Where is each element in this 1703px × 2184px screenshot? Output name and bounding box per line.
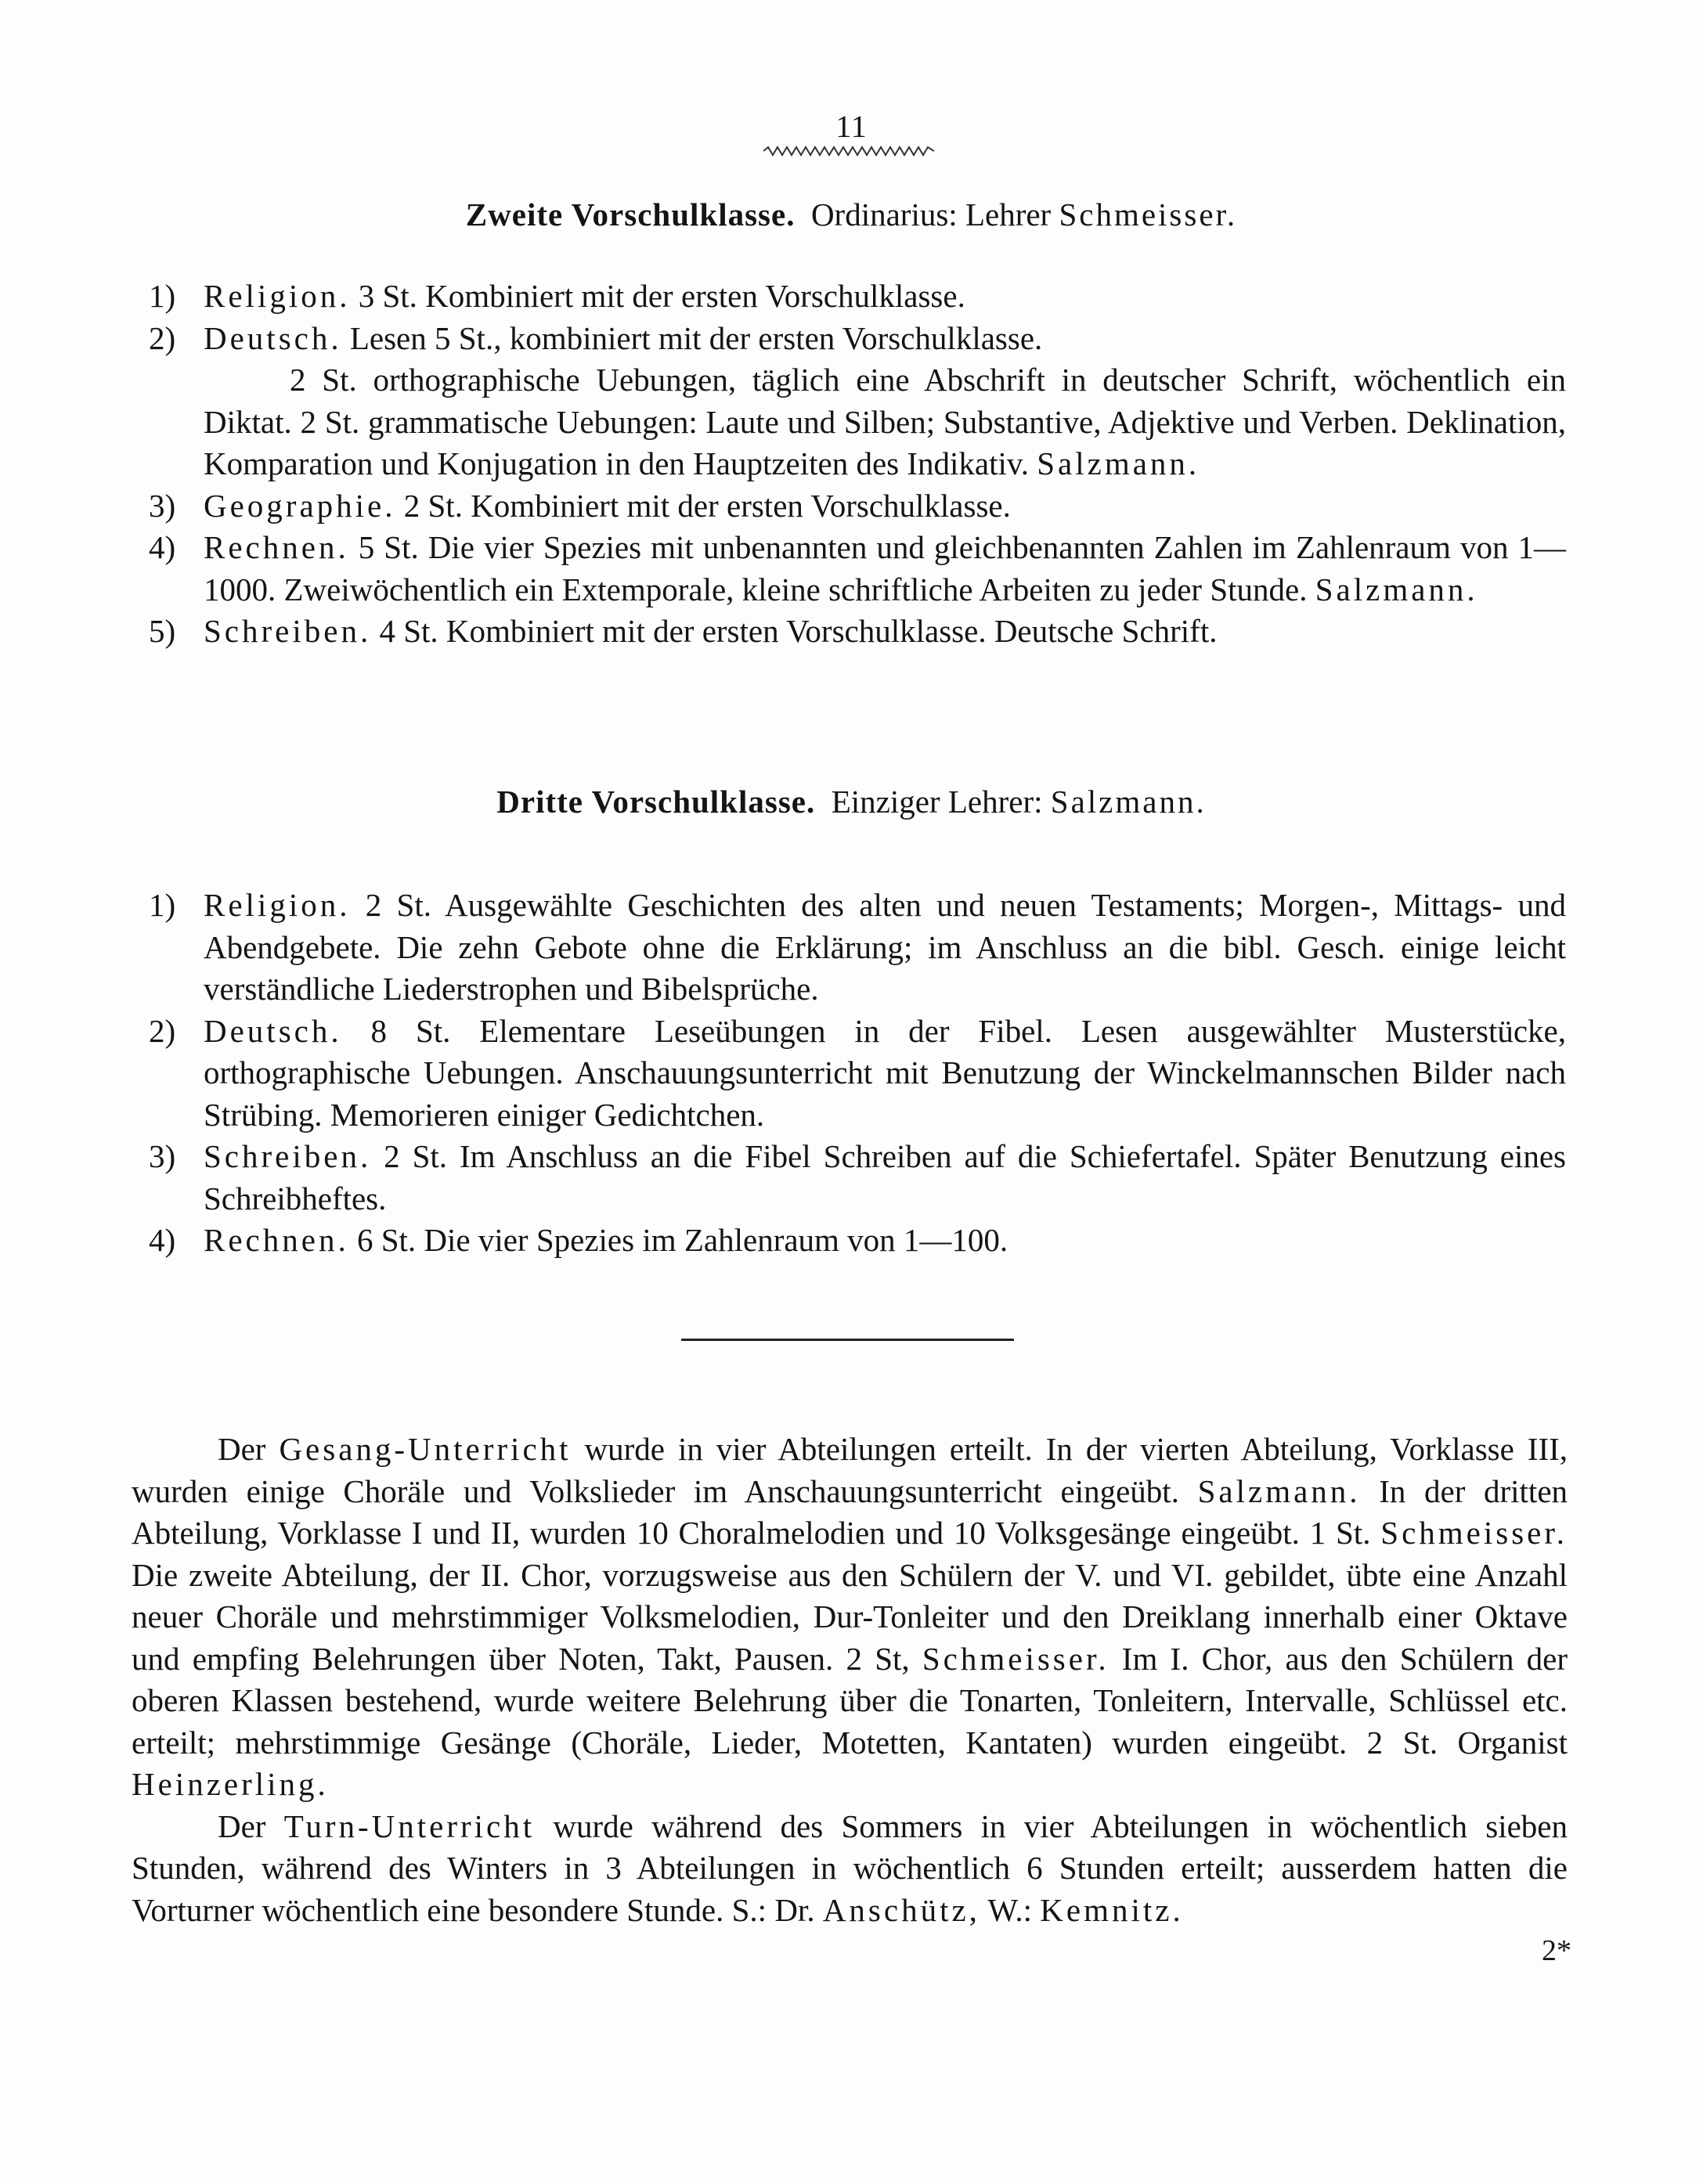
list-item: [0, 318, 1703, 485]
item-text: 4 St. Kombiniert mit der ersten Vorschulklasse. Deutsche Schrift.: [379, 613, 1218, 649]
paragraph-text: Im I. Chor, aus den Schülern der oberen Klassen bestehend, wurde weitere Belehrung über die Tonarten, Tonleitern, Intervalle, Schlüssel etc. erteilt; mehrstimmige Gesänge (Choräle, Lieder, Motetten, Kantaten) wurden eingeübt. 2 St. Organist: [132, 1640, 1568, 1761]
item-number: 4): [149, 529, 176, 565]
list-item: [0, 527, 1703, 611]
paragraph-text: Die zweite Abteilung, der II. Chor, vorzugsweise aus den Schülern der V. und VI. gebildet, übte eine Anzahl neuer Choräle und mehrstimmiger Volksmelodien, Dur-Tonleiter und den Dreiklang innerhalb einer Oktave und empfing Belehrungen über Noten, Takt, Pausen. 2 St,: [132, 1556, 1568, 1677]
item-text: 3 St. Kombiniert mit der ersten Vorschulklasse.: [358, 278, 965, 314]
section2-teacher-name: Schmeisser.: [1059, 196, 1238, 232]
section-divider: [681, 1339, 1014, 1341]
item-teacher: Salzmann.: [1315, 571, 1478, 607]
teacher-name: Heinzerling.: [132, 1766, 329, 1802]
page-number-ornament: [763, 146, 934, 157]
section3-teacher-name: Salzmann.: [1050, 784, 1207, 820]
section2-heading: [0, 196, 1703, 233]
item-text: 2 St. Im Anschluss an die Fibel Schreiben auf die Schiefertafel. Später Benutzung eines Schreibheftes.: [204, 1138, 1567, 1216]
item-subject: Schreiben.: [204, 613, 372, 649]
item-number: 1): [149, 887, 176, 923]
item-text: 6 St. Die vier Spezies im Zahlenraum von 1—100.: [356, 1222, 1008, 1258]
item-subject: Religion.: [204, 887, 351, 923]
gym-paragraph: [132, 1806, 1568, 1932]
teacher-name: Schmeisser.: [922, 1640, 1109, 1677]
list-item: [0, 1011, 1703, 1137]
item-subject: Rechnen.: [204, 529, 349, 565]
list-item: [0, 485, 1703, 528]
item-number: 3): [149, 1138, 176, 1174]
item-text: 5 St. Die vier Spezies mit unbenannten und gleichbenannten Zahlen im Zahlenraum von 1—1000. Zweiwöchentlich ein Extemporale, kleine schriftliche Arbeiten zu jeder Stunde.: [204, 529, 1566, 607]
paragraph-text: wurde während des Sommers in vier Abteilungen in wöchentlich sieben Stunden, während des Winters in 3 Abteilungen in wöchentlich 6 Stunden erteilt; ausserdem hatten die Vorturner wöchentlich eine besondere Stunde. S.: Dr.: [132, 1807, 1568, 1928]
page-number: 11: [835, 109, 868, 144]
item-number: 4): [149, 1222, 176, 1258]
item-teacher: Salzmann.: [1037, 445, 1200, 481]
singing-term: Gesang-Unterricht: [279, 1431, 572, 1467]
item-text: Lesen 5 St., kombiniert mit der ersten Vorschulklasse.: [349, 319, 1043, 356]
sheet-signature: 2*: [1542, 1934, 1571, 1967]
section3-list: [0, 885, 1703, 1262]
item-text: 8 St. Elementare Leseübungen in der Fibel. Lesen ausgewählter Musterstücke, orthographische Uebungen. Anschauungsunterricht mit Benutzung der Winckelmannschen Bilder nach Strübing. Memorieren einiger Gedichtchen.: [204, 1012, 1567, 1133]
singing-paragraph: [132, 1429, 1568, 1806]
section3-heading: [0, 783, 1703, 820]
item-text: 2 St. Ausgewählte Geschichten des alten und neuen Testaments; Morgen-, Mittags- und Abendgebete. Die zehn Gebote ohne die Erklärung; im Anschluss an die bibl. Gesch. einige leicht verständliche Liederstrophen und Bibelsprüche.: [204, 887, 1566, 1007]
section2-list: [0, 276, 1703, 653]
paragraph-text: In der dritten Abteilung, Vorklasse I und II, wurden 10 Choralmelodien und 10 Volksgesänge eingeübt. 1 St.: [132, 1472, 1568, 1551]
list-item: [0, 1220, 1703, 1262]
paragraph-text: W.:: [987, 1891, 1033, 1928]
item-number: 1): [149, 278, 176, 314]
paragraph-lead: Der: [218, 1431, 266, 1467]
teacher-name: Salzmann.: [1197, 1472, 1361, 1509]
item-text: 2 St. Kombiniert mit der ersten Vorschulklasse.: [403, 487, 1011, 524]
item-number: 3): [149, 487, 176, 524]
teacher-name: Anschütz,: [822, 1891, 980, 1928]
closing-paragraphs: [132, 1429, 1568, 1931]
item-number: 2): [149, 1012, 176, 1049]
section2-teacher-label: Ordinarius: Lehrer: [810, 196, 1052, 232]
list-item: [0, 276, 1703, 318]
gym-term: Turn-Unterricht: [283, 1807, 536, 1844]
item-subject: Religion.: [204, 278, 351, 314]
item-subject: Schreiben.: [204, 1138, 372, 1174]
paragraph-lead: Der: [218, 1807, 266, 1844]
section2-class-name: Zweite Vorschulklasse.: [465, 196, 796, 232]
section3-teacher-label: Einziger Lehrer:: [831, 784, 1043, 820]
item-number: 2): [149, 319, 176, 356]
teacher-name: Schmeisser.: [1380, 1515, 1568, 1551]
item-subject: Rechnen.: [204, 1222, 349, 1258]
list-item: [0, 885, 1703, 1011]
item-text: 2 St. orthographische Uebungen, täglich eine Abschrift in deutscher Schrift, wöchentlich ein Diktat. 2 St. grammatische Uebungen: Laute und Silben; Substantive, Adjektive und Verben. Deklination, Komparation und Konjugation in den Hauptzeiten des Indikativ.: [204, 362, 1566, 481]
section3-class-name: Dritte Vorschulklasse.: [496, 784, 816, 820]
teacher-name: Kemnitz.: [1040, 1891, 1184, 1928]
item-subject: Deutsch.: [204, 1012, 342, 1049]
item-number: 5): [149, 613, 176, 649]
list-item: [0, 611, 1703, 653]
item-subject: Geographie.: [204, 487, 396, 524]
item-subject: Deutsch.: [204, 319, 342, 356]
paragraph-text: wurde in vier Abteilungen erteilt. In der vierten Abteilung, Vorklasse III, wurden einige Choräle und Volkslieder im Anschauungsunterricht eingeübt.: [132, 1431, 1568, 1509]
list-item: [0, 1136, 1703, 1220]
